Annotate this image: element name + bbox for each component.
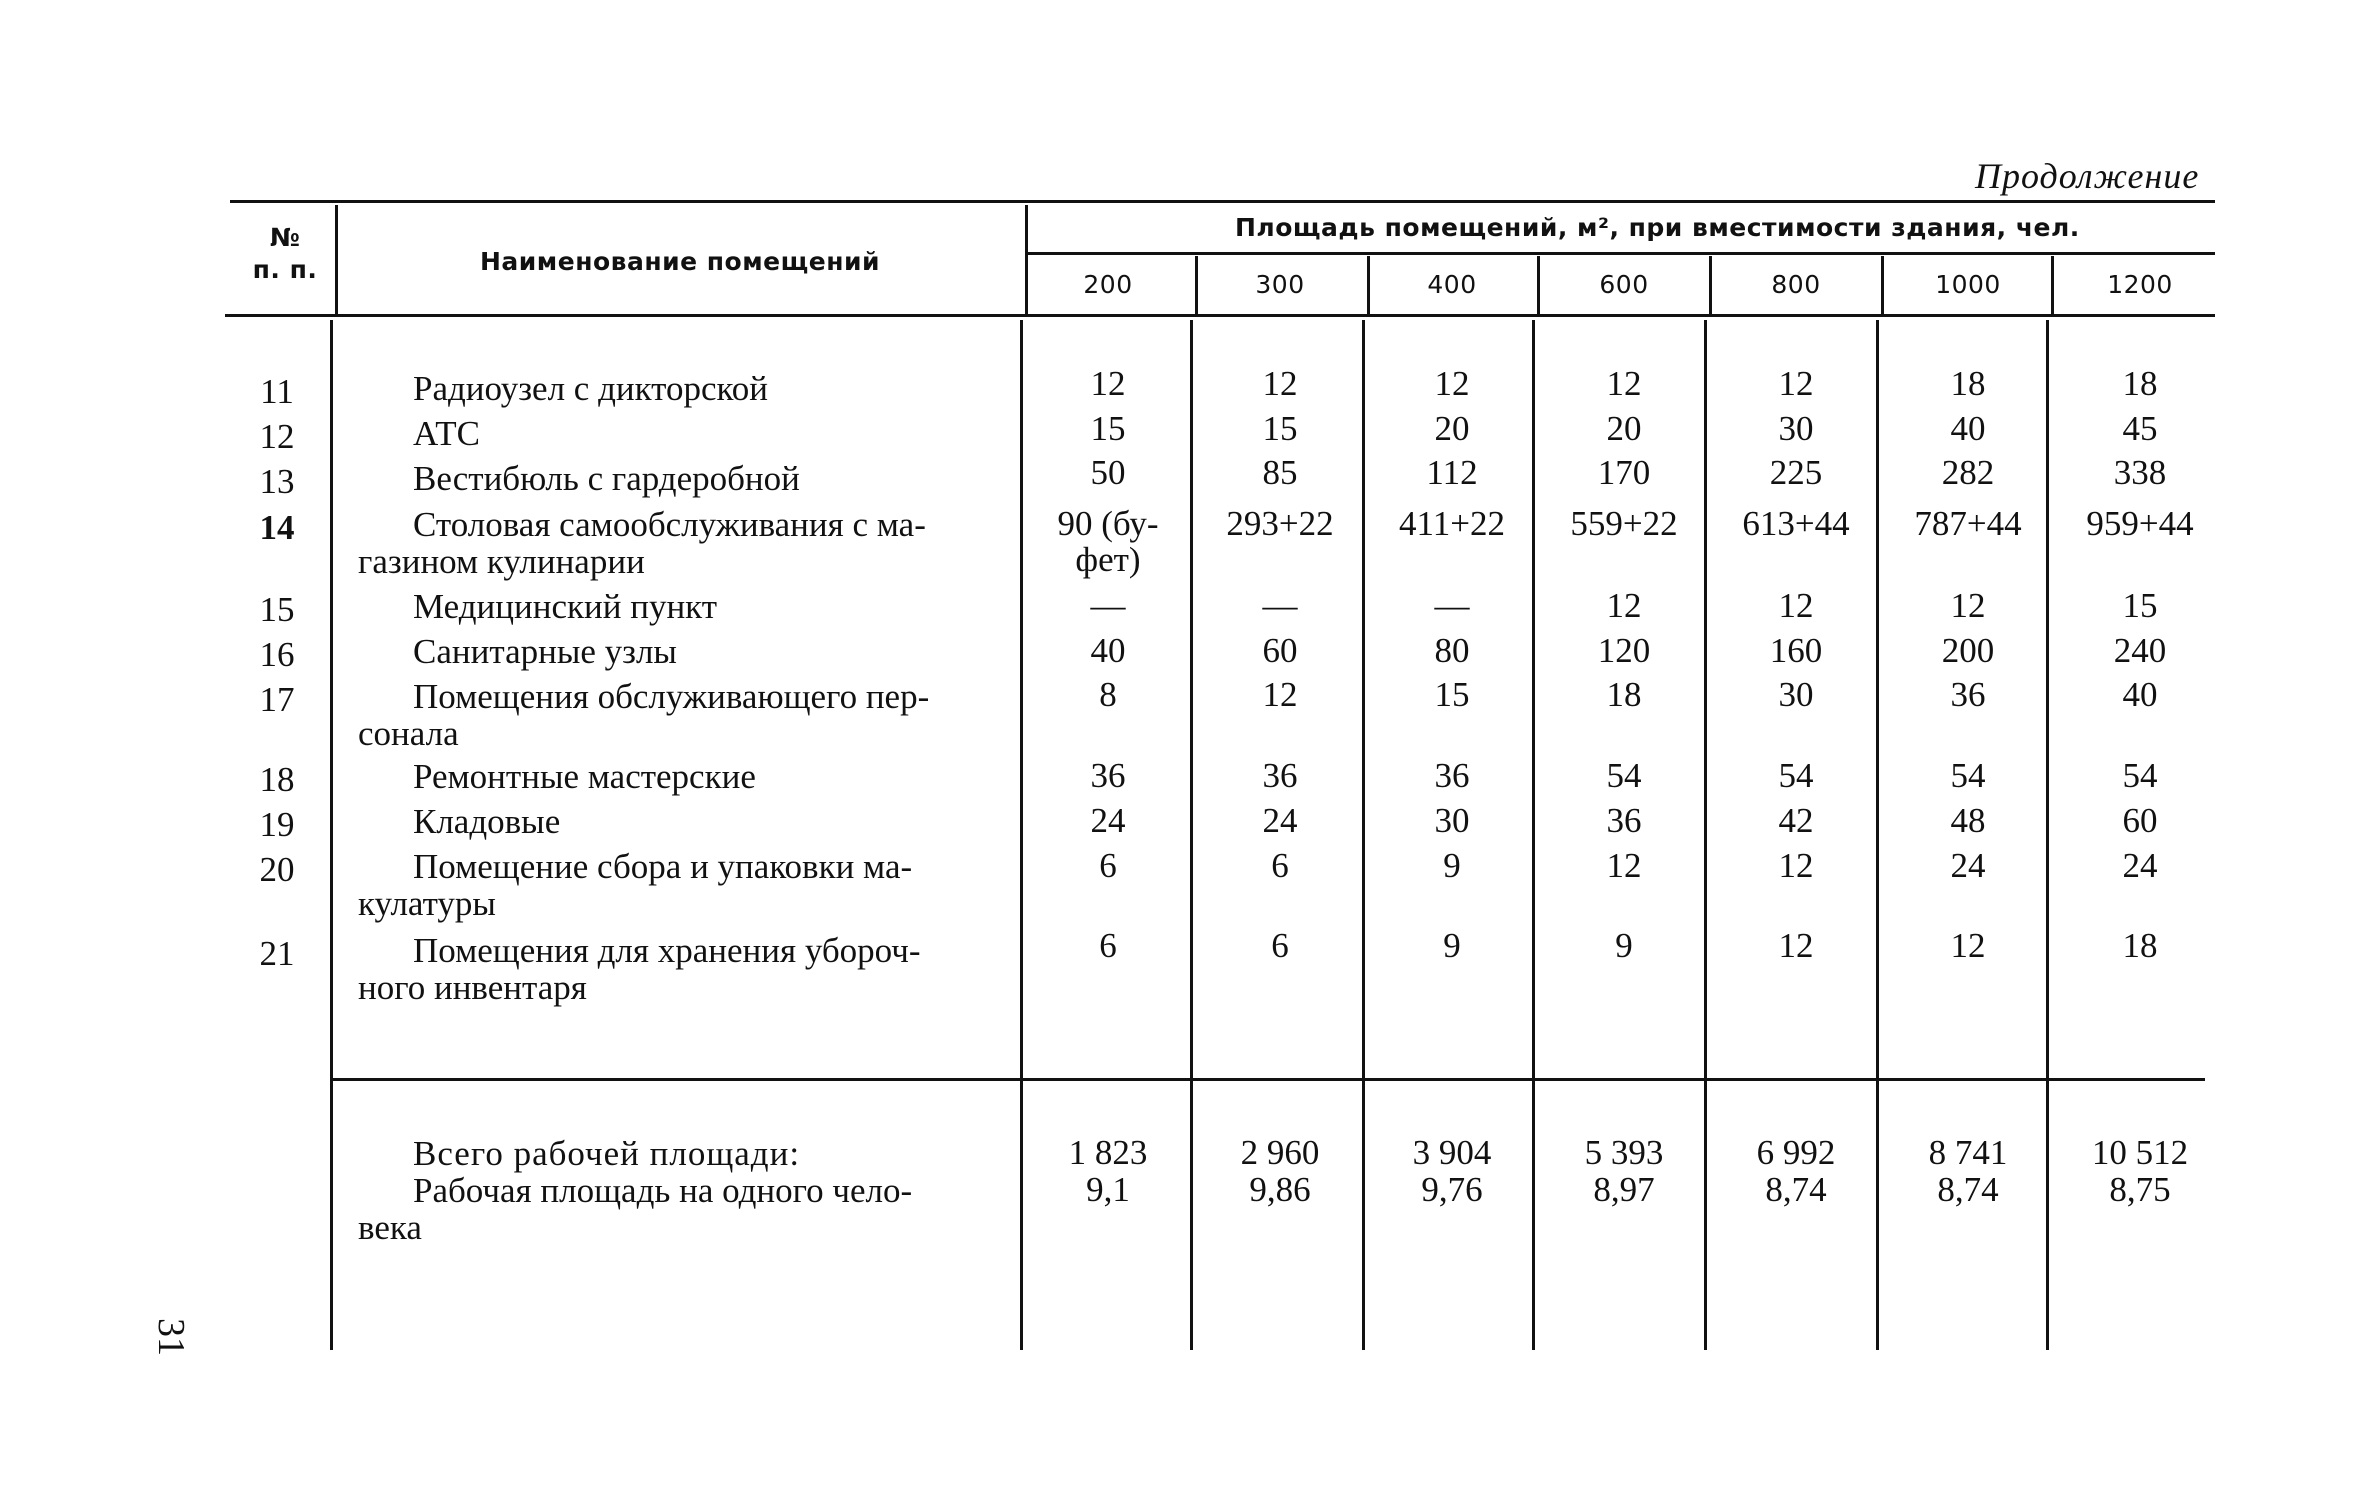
total-value: 10 512 xyxy=(2091,1133,2189,1172)
row-number: 21 xyxy=(259,934,295,973)
row-value: 54 xyxy=(2122,756,2158,795)
row-value: 6 xyxy=(1099,926,1117,965)
row-name-line: ного инвентаря xyxy=(358,968,587,1007)
row-name xyxy=(358,758,1128,795)
row-number: 11 xyxy=(260,372,294,411)
row-number: 17 xyxy=(259,680,295,719)
row-value: 42 xyxy=(1778,801,1814,840)
row-name-line: сонала xyxy=(358,714,459,753)
row-value: 112 xyxy=(1426,453,1478,492)
row-value: 8 xyxy=(1099,675,1117,714)
header-no-line: № xyxy=(269,223,301,252)
capacity-header-rule xyxy=(1025,252,2215,255)
per-person-value: 9,76 xyxy=(1421,1170,1483,1209)
row-value: 12 xyxy=(1606,586,1642,625)
row-value: — xyxy=(1262,586,1298,625)
row-value: 60 xyxy=(1262,631,1298,670)
row-value: 12 xyxy=(1778,846,1814,885)
row-value: 12 xyxy=(1950,586,1986,625)
row-value: 293+22 xyxy=(1226,504,1334,543)
row-value: 15 xyxy=(1090,409,1126,448)
row-value: 15 xyxy=(1434,675,1470,714)
row-value: 282 xyxy=(1941,453,1995,492)
row-number: 13 xyxy=(259,462,295,501)
per-person-label xyxy=(358,1172,1128,1246)
row-value: 240 xyxy=(2113,631,2167,670)
row-value: 18 xyxy=(2122,364,2158,403)
column-divider-no-body xyxy=(330,320,333,1350)
per-person-value: 9,86 xyxy=(1249,1170,1311,1209)
row-value: 12 xyxy=(1090,364,1126,403)
row-number: 20 xyxy=(259,850,295,889)
row-value: 6 xyxy=(1271,846,1289,885)
header-bottom-rule xyxy=(225,314,2215,317)
row-value: 170 xyxy=(1597,453,1651,492)
row-value: 6 xyxy=(1271,926,1289,965)
header-capacity-1000: 1000 xyxy=(1935,270,2001,299)
row-value: 20 xyxy=(1434,409,1470,448)
row-value: 12 xyxy=(1262,364,1298,403)
row-value: 24 xyxy=(1090,801,1126,840)
row-name-line: Ремонтные мастерские xyxy=(413,757,756,796)
row-value: 54 xyxy=(1778,756,1814,795)
row-name-line: Радиоузел с дикторской xyxy=(413,369,768,408)
row-value: 225 xyxy=(1769,453,1823,492)
row-value: 36 xyxy=(1434,756,1470,795)
header-area: Площадь помещений, м², при вместимости здания, чел. xyxy=(1235,213,2080,242)
row-name-line: АТС xyxy=(413,414,480,453)
row-name xyxy=(358,506,1128,580)
header-capacity-600: 600 xyxy=(1599,270,1649,299)
total-value: 6 992 xyxy=(1756,1133,1836,1172)
row-name-line: Помещения обслуживающего пер- xyxy=(413,677,930,716)
row-value: 24 xyxy=(2122,846,2158,885)
total-value: 5 393 xyxy=(1584,1133,1664,1172)
row-value: 12 xyxy=(1778,364,1814,403)
row-value: — xyxy=(1090,586,1126,625)
row-value: 48 xyxy=(1950,801,1986,840)
row-value: 40 xyxy=(1090,631,1126,670)
header-capacity-800: 800 xyxy=(1771,270,1821,299)
row-value: 15 xyxy=(1262,409,1298,448)
row-value: 24 xyxy=(1262,801,1298,840)
total-label: Всего рабочей площади: xyxy=(413,1134,801,1173)
per-person-value: 8,74 xyxy=(1937,1170,1999,1209)
row-value: 559+22 xyxy=(1570,504,1678,543)
per-person-value: 8,97 xyxy=(1593,1170,1655,1209)
row-value: 12 xyxy=(1950,926,1986,965)
row-value: 36 xyxy=(1606,801,1642,840)
row-name-line: Помещение сбора и упаковки ма- xyxy=(413,847,913,886)
header-name: Наименование помещений xyxy=(480,247,881,276)
row-value: 60 xyxy=(2122,801,2158,840)
row-value: 6 xyxy=(1099,846,1117,885)
total-value: 8 741 xyxy=(1928,1133,2008,1172)
row-value: 18 xyxy=(1606,675,1642,714)
row-number: 12 xyxy=(259,417,295,456)
continuation-label: Продолжение xyxy=(1975,156,2200,196)
row-value: 36 xyxy=(1262,756,1298,795)
column-divider-no xyxy=(335,205,338,315)
per-person-label-line: века xyxy=(358,1208,422,1247)
row-name xyxy=(358,678,1128,752)
row-name xyxy=(358,932,1128,1006)
row-value: 30 xyxy=(1434,801,1470,840)
row-value: 9 xyxy=(1443,926,1461,965)
row-value: 36 xyxy=(1950,675,1986,714)
row-name-line: газином кулинарии xyxy=(358,542,645,581)
header-no xyxy=(240,222,330,286)
row-value: 30 xyxy=(1778,675,1814,714)
row-value: 200 xyxy=(1941,631,1995,670)
row-number: 14 xyxy=(259,508,295,547)
total-value: 2 960 xyxy=(1240,1133,1320,1172)
row-name-line: Вестибюль с гардеробной xyxy=(413,459,800,498)
row-value: 54 xyxy=(1606,756,1642,795)
row-value: 12 xyxy=(1606,364,1642,403)
header-capacity-300: 300 xyxy=(1255,270,1305,299)
row-value: 20 xyxy=(1606,409,1642,448)
row-value: 9 xyxy=(1443,846,1461,885)
row-name xyxy=(358,415,1128,452)
page-number: 31 xyxy=(150,1318,192,1356)
row-value: 30 xyxy=(1778,409,1814,448)
row-name-line: Помещения для хранения убороч- xyxy=(413,931,921,970)
row-value: 12 xyxy=(1434,364,1470,403)
table-top-rule xyxy=(230,200,2215,203)
row-value: 160 xyxy=(1769,631,1823,670)
row-value: 18 xyxy=(2122,926,2158,965)
header-capacity-200: 200 xyxy=(1083,270,1133,299)
value-line: фет) xyxy=(1075,540,1141,579)
row-name xyxy=(358,370,1128,407)
row-number: 19 xyxy=(259,805,295,844)
row-value: 50 xyxy=(1090,453,1126,492)
total-value: 3 904 xyxy=(1412,1133,1492,1172)
row-value: 12 xyxy=(1606,846,1642,885)
row-value: 12 xyxy=(1262,675,1298,714)
header-no-line: п. п. xyxy=(252,255,318,284)
row-value: 40 xyxy=(2122,675,2158,714)
row-value: 338 xyxy=(2113,453,2167,492)
header-capacity-400: 400 xyxy=(1427,270,1477,299)
row-name xyxy=(358,848,1128,922)
row-name xyxy=(358,803,1128,840)
row-value: 120 xyxy=(1597,631,1651,670)
totals-separator-rule xyxy=(330,1078,2205,1081)
row-name-line: Столовая самообслуживания с ма- xyxy=(413,505,926,544)
per-person-value: 8,75 xyxy=(2109,1170,2171,1209)
per-person-value: 9,1 xyxy=(1086,1170,1130,1209)
row-name xyxy=(358,633,1128,670)
row-value: 15 xyxy=(2122,586,2158,625)
row-name-line: Санитарные узлы xyxy=(413,632,677,671)
row-value: 85 xyxy=(1262,453,1298,492)
row-name-line: Кладовые xyxy=(413,802,561,841)
row-name-line: Медицинский пункт xyxy=(413,587,718,626)
row-value: 12 xyxy=(1778,586,1814,625)
row-value: 613+44 xyxy=(1742,504,1850,543)
row-name-line: кулатуры xyxy=(358,884,496,923)
row-value: 411+22 xyxy=(1399,504,1505,543)
row-value: 80 xyxy=(1434,631,1470,670)
row-value: 24 xyxy=(1950,846,1986,885)
row-value: 40 xyxy=(1950,409,1986,448)
row-number: 15 xyxy=(259,590,295,629)
header-capacity-1200: 1200 xyxy=(2107,270,2173,299)
per-person-value: 8,74 xyxy=(1765,1170,1827,1209)
row-value: 959+44 xyxy=(2086,504,2194,543)
row-number: 16 xyxy=(259,635,295,674)
row-value: — xyxy=(1434,586,1470,625)
row-name xyxy=(358,588,1128,625)
row-name xyxy=(358,460,1128,497)
row-value: 9 xyxy=(1615,926,1633,965)
row-value: 36 xyxy=(1090,756,1126,795)
row-value: 787+44 xyxy=(1914,504,2022,543)
row-number: 18 xyxy=(259,760,295,799)
total-value: 1 823 xyxy=(1068,1133,1148,1172)
row-value: 45 xyxy=(2122,409,2158,448)
row-value: 54 xyxy=(1950,756,1986,795)
row-value: 12 xyxy=(1778,926,1814,965)
per-person-label-line: Рабочая площадь на одного чело- xyxy=(413,1171,913,1210)
row-value: 18 xyxy=(1950,364,1986,403)
value-line: 90 (бу- xyxy=(1057,504,1159,543)
row-value xyxy=(1023,506,1193,578)
